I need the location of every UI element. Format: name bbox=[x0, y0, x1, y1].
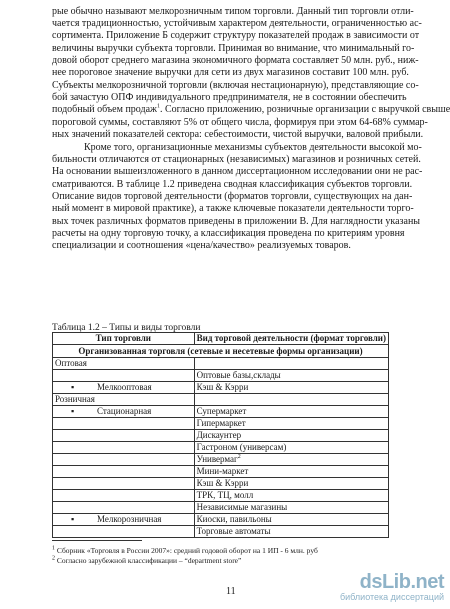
text-line: величины выручки субъекта торговли. Принимая во внимание, что минимальный го- bbox=[52, 43, 415, 54]
trade-format-cell bbox=[194, 502, 388, 514]
bullet-icon: ▪ bbox=[71, 514, 75, 525]
trade-type-label: Оптовая bbox=[55, 358, 87, 369]
text-line: Описание видов торговой деятельности (форматов торговли, существующих на дан- bbox=[52, 191, 413, 202]
trade-format-cell bbox=[194, 466, 388, 478]
trade-format-cell bbox=[194, 406, 388, 418]
table-row bbox=[53, 442, 389, 454]
table-row bbox=[53, 526, 389, 538]
trade-type-cell bbox=[53, 478, 195, 490]
watermark-logo: dsLib.net bbox=[359, 571, 444, 593]
footnote-ref: 1 bbox=[156, 103, 160, 110]
trade-format-cell bbox=[194, 526, 388, 538]
trade-format-label: ТРК, ТЦ, молл bbox=[196, 490, 254, 501]
trade-format-label: Гастроном (универсам) bbox=[196, 442, 287, 453]
trade-format-label: Супермаркет bbox=[196, 406, 247, 417]
trade-type-cell bbox=[53, 406, 195, 418]
trade-format-label: Гипермаркет bbox=[196, 418, 246, 429]
trade-type-cell bbox=[53, 430, 195, 442]
footnote bbox=[52, 556, 241, 565]
page-number: 11 bbox=[226, 586, 236, 597]
trade-format-label: Дискаунтер bbox=[196, 430, 242, 441]
text-line: ных значений показателей сектора: себестоимости, чистой выручки, валовой прибыли. bbox=[52, 129, 424, 140]
footnote-rule bbox=[52, 540, 142, 541]
bullet-icon: ▪ bbox=[71, 406, 75, 417]
footnote-ref: 2 bbox=[237, 454, 241, 461]
text-line: ный момент в мировой практике), а также ключевые показатели деятельности торго- bbox=[52, 203, 414, 214]
table-row bbox=[53, 418, 389, 430]
column-header: Вид торговой деятельности (формат торговли) bbox=[194, 333, 388, 345]
trade-format-label: Кэш & Кэрри bbox=[196, 382, 249, 393]
text-line: нее пороговое значение выручки для сети из двух магазинов составит 100 млн. руб. bbox=[52, 67, 409, 78]
trade-type-label: Мелкорозничная bbox=[97, 514, 162, 525]
trade-format-cell bbox=[194, 442, 388, 454]
trade-type-label: Мелкооптовая bbox=[97, 382, 152, 393]
text-line: пороговой суммы, составляют 5% от общего числа, формируя при этом 64-68% суммар- bbox=[52, 117, 428, 128]
trade-type-cell bbox=[53, 466, 195, 478]
bullet-icon: ▪ bbox=[71, 382, 75, 393]
trade-type-cell bbox=[53, 370, 195, 382]
text-line: Субъекты мелкорозничной торговли (включая нестационарную), представляющие со- bbox=[52, 80, 419, 91]
text-line: бильности отличаются от стационарных (независимых) магазинов и розничных сетей. bbox=[52, 154, 421, 165]
text-line: На основании вышеизложенного в данном диссертационном исследовании они не рас- bbox=[52, 166, 423, 177]
trade-format-label: Кэш & Кэрри bbox=[196, 478, 249, 489]
trade-type-cell bbox=[53, 502, 195, 514]
text-line-with-footnote bbox=[52, 104, 450, 116]
text-line: сортимента. Приложение Б содержит структуру показателей продаж в зависимости от bbox=[52, 30, 420, 41]
trade-type-cell bbox=[53, 358, 195, 370]
table-row bbox=[53, 478, 389, 490]
table-row bbox=[53, 430, 389, 442]
table-row bbox=[53, 502, 389, 514]
text-line: специализации и соотношения «цена/качество» реализуемых товаров. bbox=[52, 240, 351, 251]
table-row bbox=[53, 358, 389, 370]
table-row bbox=[53, 466, 389, 478]
watermark-subtitle: библиотека диссертаций bbox=[339, 592, 444, 602]
trade-format-label: Торговые автоматы bbox=[196, 526, 271, 537]
trade-type-cell bbox=[53, 442, 195, 454]
trade-format-label: Мини-маркет bbox=[196, 466, 249, 477]
text-line: вых точек различных форматов приведены в приложении В. Для наглядности указаны bbox=[52, 216, 421, 227]
trade-format-cell bbox=[194, 394, 388, 406]
trade-type-cell bbox=[53, 514, 195, 526]
trade-format-cell bbox=[194, 358, 388, 370]
trade-type-cell bbox=[53, 394, 195, 406]
trade-format-label: Оптовые базы,склады bbox=[196, 370, 281, 381]
table-row bbox=[53, 490, 389, 502]
table-group-row bbox=[53, 345, 389, 358]
trade-format-cell bbox=[194, 418, 388, 430]
table-row bbox=[53, 454, 389, 466]
text-line: довой оборот среднего магазина экономичного формата составляет 50 млн. руб., ниж- bbox=[52, 55, 419, 66]
table-row bbox=[53, 514, 389, 526]
footnote bbox=[52, 546, 318, 555]
trade-format-label: Независимые магазины bbox=[196, 502, 288, 513]
table-row bbox=[53, 394, 389, 406]
trade-format-label: Универмаг bbox=[196, 454, 238, 465]
text-line: бой зачастую ОПФ индивидуального предпринимателя, не в состоянии обеспечить bbox=[52, 92, 407, 103]
trade-format-label: Киоски, павильоны bbox=[196, 514, 272, 525]
trade-format-cell bbox=[194, 430, 388, 442]
trade-format-cell bbox=[194, 514, 388, 526]
table-row bbox=[53, 382, 389, 394]
trade-type-label: Розничная bbox=[55, 394, 95, 405]
text-line: расчеты на одну торговую точку, а классификация проведена по критериям уровня bbox=[52, 228, 405, 239]
trade-format-cell bbox=[194, 454, 388, 466]
group-heading: Организованная торговля (сетевые и несетевые формы организации) bbox=[53, 345, 389, 358]
trade-format-cell bbox=[194, 370, 388, 382]
trade-format-cell bbox=[194, 382, 388, 394]
trade-type-cell bbox=[53, 382, 195, 394]
trade-types-table bbox=[52, 332, 389, 538]
text-line: Кроме того, организационные механизмы субъектов деятельности высокой мо- bbox=[84, 142, 422, 153]
column-header: Тип торговли bbox=[53, 333, 195, 345]
table-row bbox=[53, 406, 389, 418]
table-row bbox=[53, 370, 389, 382]
trade-type-label: Стационарная bbox=[97, 406, 152, 417]
table-caption: Таблица 1.2 – Типы и виды торговли bbox=[52, 323, 201, 333]
trade-format-cell bbox=[194, 490, 388, 502]
footnote-text: Сборник «Торговля в России 2007»: средний годовой оборот на 1 ИП - 6 млн. руб bbox=[56, 546, 318, 555]
text-line: рые обычно называют мелкорозничным типом торговли. Данный тип торговли отли- bbox=[52, 6, 414, 17]
trade-format-cell bbox=[194, 478, 388, 490]
footnote-text: Согласно зарубежной классификации – “department store” bbox=[56, 556, 242, 565]
text-fragment: подобный объем продаж bbox=[52, 104, 157, 115]
table-header-row bbox=[53, 333, 389, 345]
trade-type-cell bbox=[53, 418, 195, 430]
watermark bbox=[340, 571, 444, 602]
table-body bbox=[53, 358, 389, 538]
text-line: чается традиционностью, устойчивым характером деятельности, ограниченностью ас- bbox=[52, 18, 422, 29]
trade-type-cell bbox=[53, 454, 195, 466]
text-line: сматриваются. В таблице 1.2 приведена сводная классификация субъектов торговли. bbox=[52, 179, 413, 190]
text-fragment: . Согласно приложению, розничные организации с выручкой свыше bbox=[159, 104, 450, 115]
trade-type-cell bbox=[53, 490, 195, 502]
footnote-mark: 1 bbox=[52, 545, 55, 552]
trade-type-cell bbox=[53, 526, 195, 538]
footnote-mark: 2 bbox=[52, 555, 55, 562]
